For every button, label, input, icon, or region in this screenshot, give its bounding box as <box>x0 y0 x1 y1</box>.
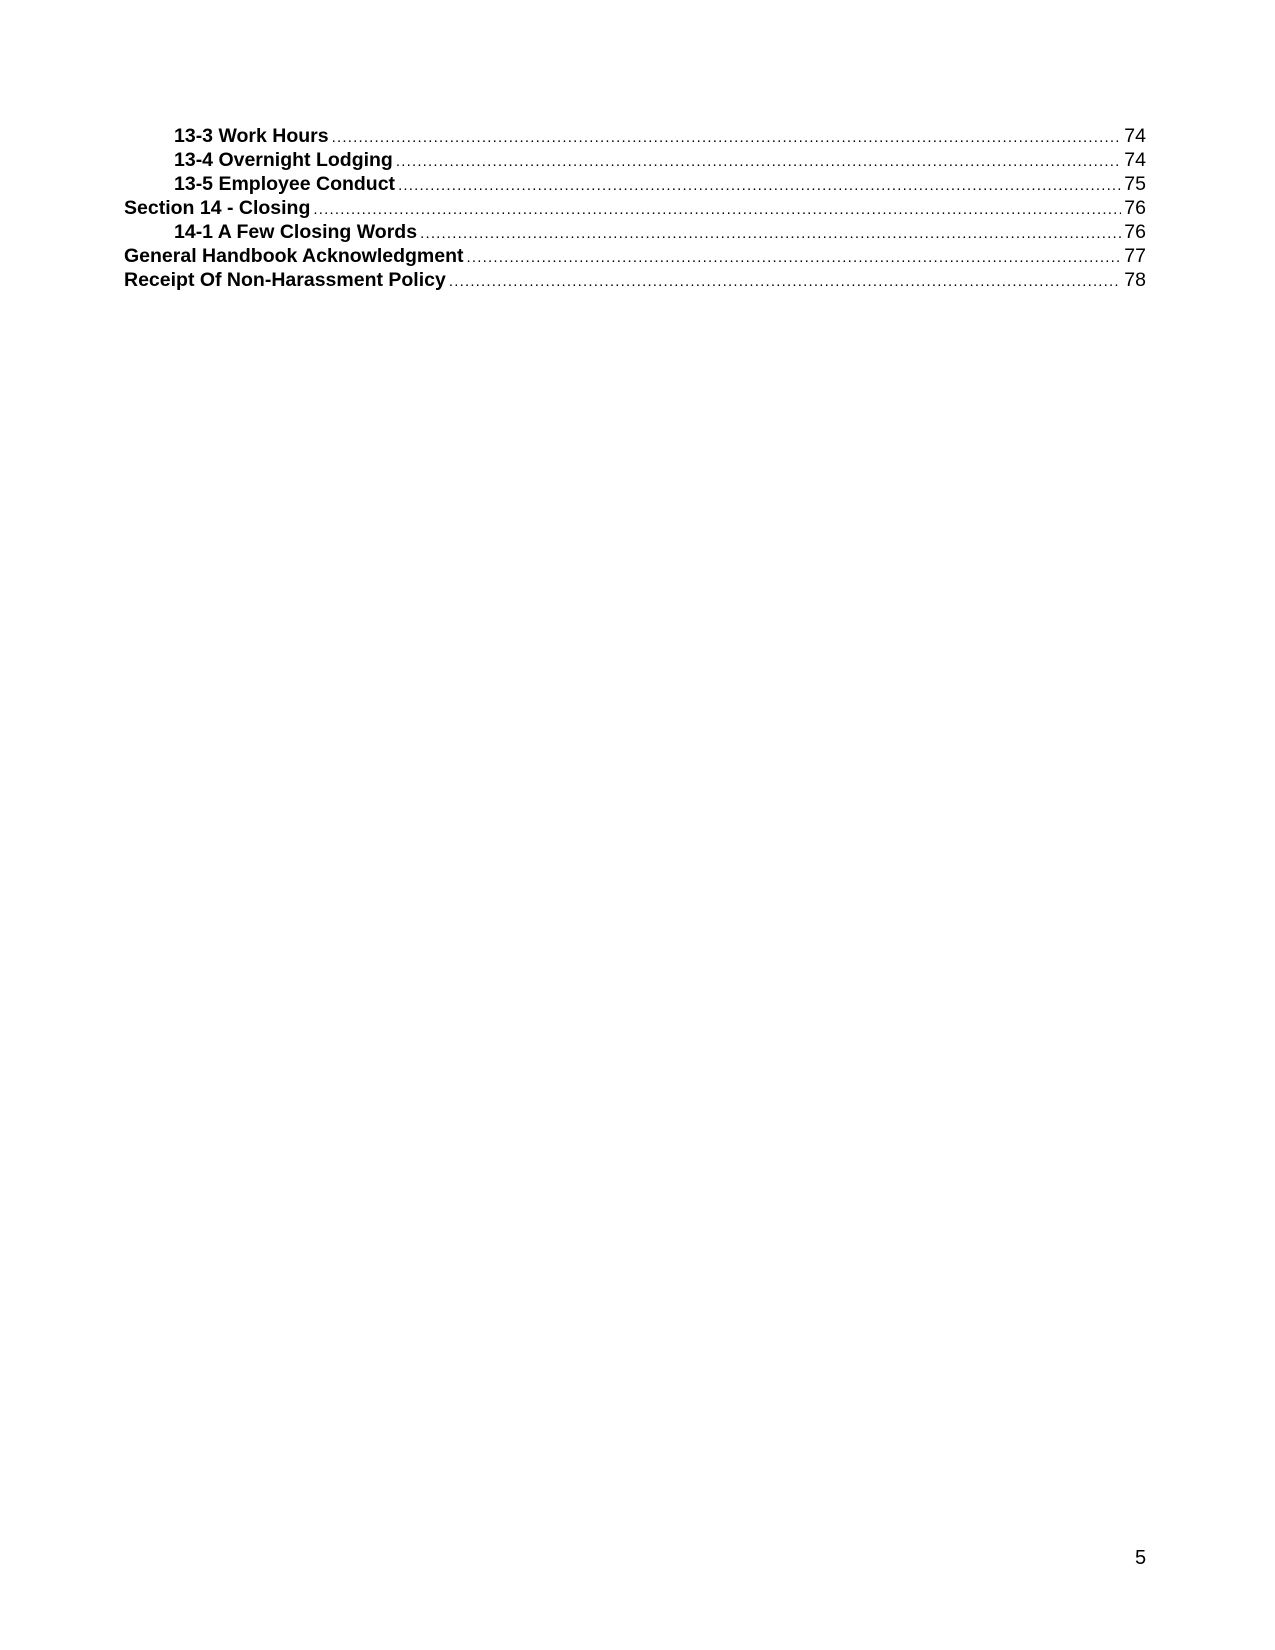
page-number: 5 <box>1135 1547 1147 1569</box>
toc-entry[interactable] <box>124 244 1146 268</box>
toc-dot-leader <box>449 270 1121 294</box>
toc-entry-title: 14-1 A Few Closing Words <box>174 221 418 243</box>
toc-dot-leader <box>313 198 1121 222</box>
toc-entry[interactable] <box>124 196 1146 220</box>
toc-entry-page: 78 <box>1124 269 1146 291</box>
toc-entry-page: 74 <box>1124 125 1146 147</box>
toc-entry-title: Section 14 - Closing <box>124 197 311 219</box>
toc-dot-leader <box>396 150 1121 174</box>
toc-dot-leader <box>420 222 1121 246</box>
toc-entry-page: 75 <box>1124 173 1146 195</box>
toc-entry[interactable] <box>124 220 1146 244</box>
toc-entry[interactable] <box>124 148 1146 172</box>
toc-entry-page: 74 <box>1124 149 1146 171</box>
toc-entry[interactable] <box>124 268 1146 292</box>
toc-entry-title: General Handbook Acknowledgment <box>124 245 464 267</box>
toc-entry-title: 13-5 Employee Conduct <box>174 173 396 195</box>
table-of-contents <box>124 124 1146 292</box>
toc-dot-leader <box>332 126 1122 150</box>
toc-entry-title: Receipt Of Non-Harassment Policy <box>124 269 446 291</box>
toc-dot-leader <box>467 246 1122 270</box>
toc-entry[interactable] <box>124 172 1146 196</box>
toc-entry-page: 76 <box>1124 197 1146 219</box>
toc-entry-page: 77 <box>1124 245 1146 267</box>
toc-entry-title: 13-4 Overnight Lodging <box>174 149 393 171</box>
toc-dot-leader <box>398 174 1121 198</box>
toc-entry-title: 13-3 Work Hours <box>174 125 329 147</box>
toc-entry[interactable] <box>124 124 1146 148</box>
toc-entry-page: 76 <box>1124 221 1146 243</box>
